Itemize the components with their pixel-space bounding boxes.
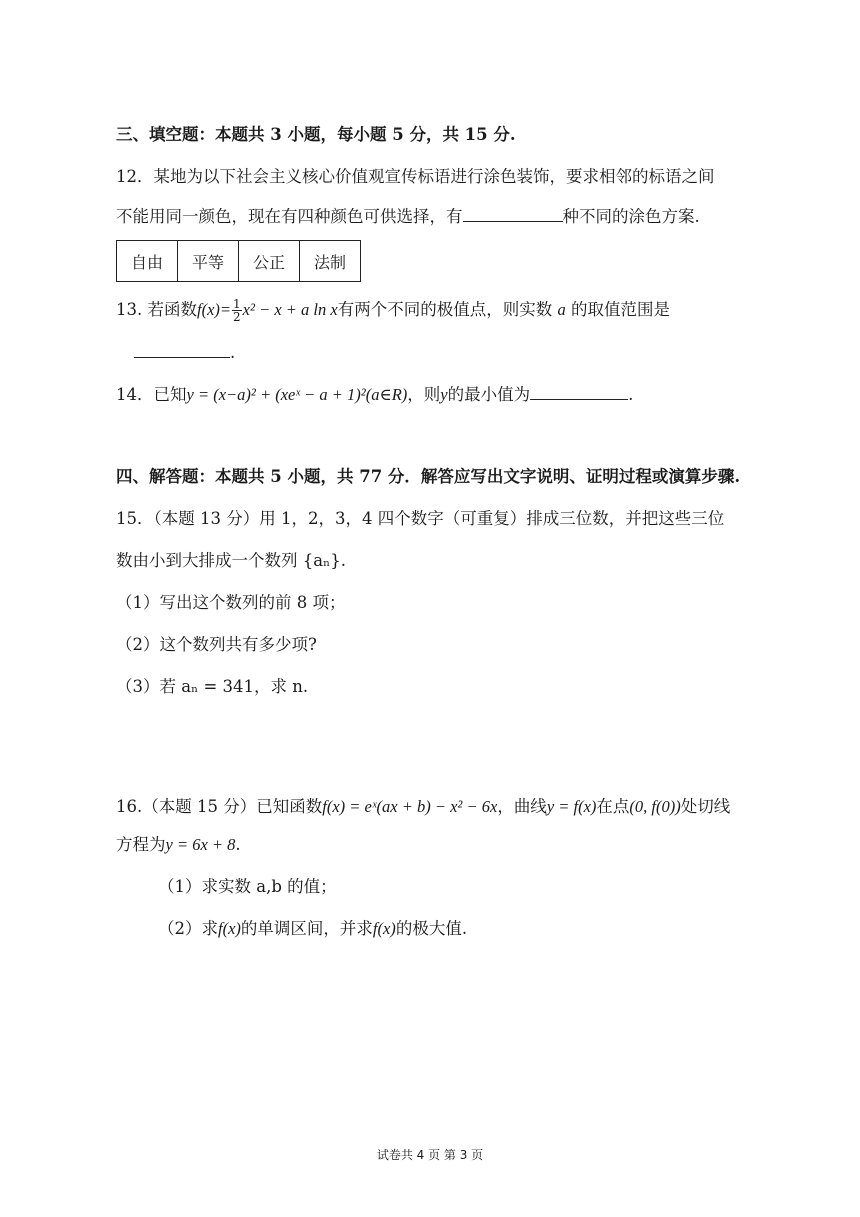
answer-blank-14 <box>530 385 628 400</box>
answer-blank-12 <box>463 207 563 222</box>
fraction-numerator: 1 <box>233 297 241 311</box>
question-13-answer-line <box>134 342 235 364</box>
slogan-cell: 自由 <box>117 241 178 282</box>
question-14-prefix: 14．已知 <box>116 385 187 404</box>
question-13-var: a <box>557 300 566 319</box>
slogan-cell: 法制 <box>300 241 361 282</box>
question-12-text-b: 种不同的涂色方案. <box>562 207 700 226</box>
question-16-text-a: 16.（本题 15 分）已知函数 <box>116 797 323 816</box>
question-16-part-2-f2: f(x) <box>372 919 396 938</box>
slogan-table <box>116 240 361 282</box>
question-13-expr: x² − x + a ln x <box>242 300 338 319</box>
question-16-line-2 <box>116 834 241 856</box>
question-15-part-2: （2）这个数列共有多少项? <box>116 635 317 654</box>
question-16-part-2 <box>158 918 467 940</box>
question-13-suffix: 有两个不同的极值点，则实数 <box>337 300 553 319</box>
question-12-text-a: 不能用同一颜色，现在有四种颜色可供选择，有 <box>116 207 463 226</box>
fraction-denominator: 2 <box>233 310 241 324</box>
question-16-part-2-a: （2）求 <box>158 919 218 938</box>
question-16-part-1: （1）求实数 a,b 的值； <box>158 877 337 896</box>
question-16-text-c: 在点 <box>596 797 630 816</box>
question-13-func: f(x)= <box>197 300 232 319</box>
question-13-prefix: 13. 若函数 <box>116 300 197 319</box>
question-12-line-1: 12．某地为以下社会主义核心价值观宣传标语进行涂色装饰，要求相邻的标语之间 <box>116 167 715 186</box>
question-13-end: . <box>230 343 236 362</box>
question-16-part-2-c: 的极大值. <box>395 919 468 938</box>
slogan-cell: 平等 <box>178 241 239 282</box>
question-16-curve: y = f(x) <box>546 797 597 816</box>
section-3-header: 三、填空题：本题共 3 小题，每小题 5 分，共 15 分. <box>116 125 516 144</box>
question-15-part-3: （3）若 aₙ = 341，求 n. <box>116 677 309 696</box>
question-16-line-1 <box>116 796 730 818</box>
question-14-cond: (a∈R) <box>365 385 408 404</box>
question-16-line-2-a: 方程为 <box>116 835 166 854</box>
question-16-func: f(x) = eˣ(ax + b) − x² − 6x <box>322 797 498 816</box>
question-16-text-d: 处切线 <box>680 797 731 816</box>
question-15-line-1: 15．（本题 13 分）用 1，2，3，4 四个数字（可重复）排成三位数，并把这些三位 <box>116 509 725 528</box>
question-12-line-2 <box>116 206 700 228</box>
question-13-suffix-2: 的取值范围是 <box>570 300 670 319</box>
question-14-var: y <box>440 385 448 404</box>
section-4-header: 四、解答题：本题共 5 小题，共 77 分．解答应写出文字说明、证明过程或演算步骤. <box>116 467 741 486</box>
question-14-expr: y = (x−a)² + (xeˣ − a + 1)² <box>186 385 366 404</box>
question-14-suffix: ，则 <box>407 385 441 404</box>
question-15-line-2: 数由小到大排成一个数列 {aₙ}. <box>116 551 346 570</box>
question-16-tangent-eq: y = 6x + 8 <box>165 835 236 854</box>
question-13 <box>116 298 670 323</box>
question-16-part-2-f1: f(x) <box>218 919 241 938</box>
question-14 <box>116 384 633 406</box>
question-16-text-b: ，曲线 <box>497 797 547 816</box>
question-16-line-2-end: . <box>235 835 241 854</box>
question-16-point: (0, f(0)) <box>629 797 681 816</box>
page-footer: 试卷共 4 页 第 3 页 <box>376 1148 484 1162</box>
slogan-cell: 公正 <box>239 241 300 282</box>
answer-blank-13 <box>134 343 230 358</box>
question-14-suffix-2: 的最小值为 <box>447 385 531 404</box>
question-16-part-2-b: 的单调区间，并求 <box>240 919 373 938</box>
question-14-end: . <box>628 385 634 404</box>
question-15-part-1: （1）写出这个数列的前 8 项； <box>116 593 346 612</box>
fraction-half <box>232 298 242 323</box>
